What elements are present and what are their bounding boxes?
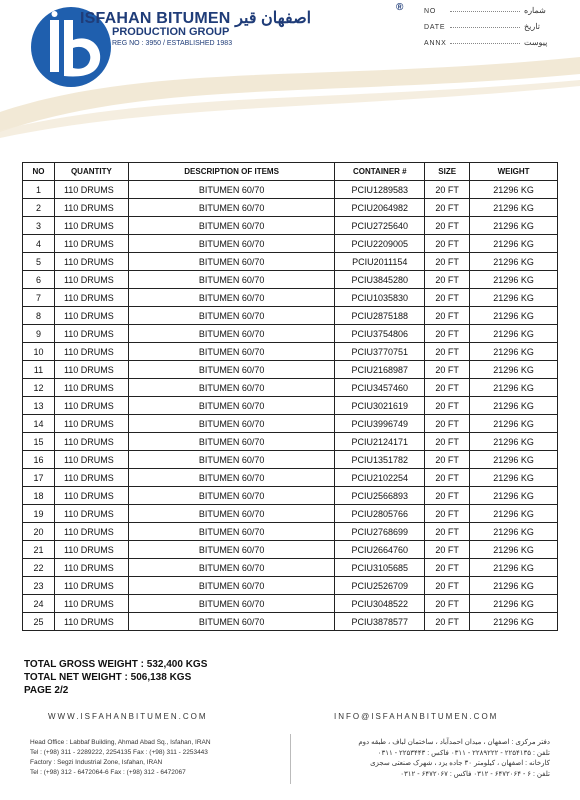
company-name-en: ISFAHAN BITUMEN	[80, 10, 231, 27]
cell-description: BITUMEN 60/70	[128, 433, 335, 451]
cell-no: 5	[23, 253, 55, 271]
meta-field-label-fa: پیوست	[524, 38, 548, 47]
cell-container: PCIU2209005	[335, 235, 425, 253]
cell-size: 20 FT	[425, 199, 470, 217]
company-name	[80, 2, 404, 28]
total-net-weight: TOTAL NET WEIGHT : 506,138 KGS	[24, 672, 192, 683]
cell-size: 20 FT	[425, 343, 470, 361]
table-row	[23, 199, 558, 217]
column-header-container: CONTAINER #	[335, 163, 425, 181]
cell-weight: 21296 KG	[470, 541, 558, 559]
cell-no: 4	[23, 235, 55, 253]
cell-quantity: 110 DRUMS	[54, 271, 128, 289]
cell-size: 20 FT	[425, 397, 470, 415]
cell-container: PCIU2102254	[335, 469, 425, 487]
table-row	[23, 505, 558, 523]
totals-block	[24, 658, 207, 697]
meta-field-label-fa: تاریخ	[524, 22, 540, 31]
page-number: PAGE 2/2	[24, 685, 69, 696]
table-row	[23, 379, 558, 397]
table-row	[23, 253, 558, 271]
address-fa	[358, 738, 550, 780]
table-row	[23, 307, 558, 325]
table-row	[23, 577, 558, 595]
cell-description: BITUMEN 60/70	[128, 361, 335, 379]
cell-container: PCIU3048522	[335, 595, 425, 613]
cell-quantity: 110 DRUMS	[54, 415, 128, 433]
cell-description: BITUMEN 60/70	[128, 505, 335, 523]
cell-description: BITUMEN 60/70	[128, 199, 335, 217]
table-row	[23, 271, 558, 289]
cell-quantity: 110 DRUMS	[54, 523, 128, 541]
cell-size: 20 FT	[425, 253, 470, 271]
cell-no: 7	[23, 289, 55, 307]
cell-no: 11	[23, 361, 55, 379]
cell-weight: 21296 KG	[470, 415, 558, 433]
cell-weight: 21296 KG	[470, 307, 558, 325]
cell-weight: 21296 KG	[470, 451, 558, 469]
cell-size: 20 FT	[425, 577, 470, 595]
cell-no: 13	[23, 397, 55, 415]
cell-size: 20 FT	[425, 487, 470, 505]
cell-quantity: 110 DRUMS	[54, 343, 128, 361]
column-header-size: SIZE	[425, 163, 470, 181]
cell-weight: 21296 KG	[470, 379, 558, 397]
table-row	[23, 289, 558, 307]
cell-quantity: 110 DRUMS	[54, 469, 128, 487]
cell-size: 20 FT	[425, 361, 470, 379]
cell-quantity: 110 DRUMS	[54, 199, 128, 217]
cell-container: PCIU2768699	[335, 523, 425, 541]
cell-weight: 21296 KG	[470, 217, 558, 235]
cell-no: 19	[23, 505, 55, 523]
cell-weight: 21296 KG	[470, 595, 558, 613]
table-row	[23, 595, 558, 613]
meta-field-date	[424, 22, 540, 31]
cell-quantity: 110 DRUMS	[54, 451, 128, 469]
cell-no: 8	[23, 307, 55, 325]
cell-container: PCIU1289583	[335, 181, 425, 199]
cell-no: 25	[23, 613, 55, 631]
cell-weight: 21296 KG	[470, 397, 558, 415]
cell-description: BITUMEN 60/70	[128, 289, 335, 307]
address-line: Tel : (+98) 312 - 6472064-6 Fax : (+98) 312 - 6472067	[30, 769, 186, 776]
cell-no: 9	[23, 325, 55, 343]
cell-container: PCIU2566893	[335, 487, 425, 505]
meta-field-line	[450, 27, 520, 28]
cell-no: 14	[23, 415, 55, 433]
cell-weight: 21296 KG	[470, 199, 558, 217]
address-line-fa: تلفن : ۶ - ۶۴۷۲۰۶۴ - ۰۳۱۲ فاکس : ۶۴۷۲۰۶۷ - ۰۳۱۲	[400, 770, 550, 778]
cell-size: 20 FT	[425, 469, 470, 487]
cell-quantity: 110 DRUMS	[54, 379, 128, 397]
column-header-quantity: QUANTITY	[54, 163, 128, 181]
cell-weight: 21296 KG	[470, 343, 558, 361]
registration-line: REG NO : 3950 / ESTABLISHED 1983	[112, 40, 233, 47]
footer-divider	[290, 734, 291, 784]
cell-container: PCIU3021619	[335, 397, 425, 415]
table-row	[23, 343, 558, 361]
cell-description: BITUMEN 60/70	[128, 253, 335, 271]
table-header-row	[23, 163, 558, 181]
cell-quantity: 110 DRUMS	[54, 289, 128, 307]
cell-size: 20 FT	[425, 451, 470, 469]
cell-container: PCIU2664760	[335, 541, 425, 559]
table-row	[23, 559, 558, 577]
cell-quantity: 110 DRUMS	[54, 577, 128, 595]
cell-quantity: 110 DRUMS	[54, 487, 128, 505]
cell-weight: 21296 KG	[470, 469, 558, 487]
cell-weight: 21296 KG	[470, 271, 558, 289]
cell-description: BITUMEN 60/70	[128, 379, 335, 397]
cell-size: 20 FT	[425, 325, 470, 343]
total-gross-weight: TOTAL GROSS WEIGHT : 532,400 KGS	[24, 659, 208, 670]
cell-container: PCIU1351782	[335, 451, 425, 469]
cell-size: 20 FT	[425, 433, 470, 451]
cell-no: 20	[23, 523, 55, 541]
cell-description: BITUMEN 60/70	[128, 541, 335, 559]
cell-description: BITUMEN 60/70	[128, 415, 335, 433]
cell-quantity: 110 DRUMS	[54, 217, 128, 235]
cell-quantity: 110 DRUMS	[54, 541, 128, 559]
cell-size: 20 FT	[425, 505, 470, 523]
cell-quantity: 110 DRUMS	[54, 253, 128, 271]
address-line-fa: دفتر مرکزی : اصفهان ، میدان احمدآباد ، ساختمان لباف ، طبقه دوم	[358, 739, 550, 746]
website-link[interactable]: WWW.ISFAHANBITUMEN.COM	[48, 712, 208, 721]
cell-description: BITUMEN 60/70	[128, 343, 335, 361]
table-row	[23, 613, 558, 631]
cell-container: PCIU3105685	[335, 559, 425, 577]
cell-container: PCIU2805766	[335, 505, 425, 523]
cell-no: 6	[23, 271, 55, 289]
meta-field-line	[450, 43, 520, 44]
cell-description: BITUMEN 60/70	[128, 181, 335, 199]
cell-description: BITUMEN 60/70	[128, 613, 335, 631]
cell-size: 20 FT	[425, 181, 470, 199]
meta-field-label: ANNX	[424, 40, 447, 47]
cell-weight: 21296 KG	[470, 523, 558, 541]
column-header-weight: WEIGHT	[470, 163, 558, 181]
table-row	[23, 415, 558, 433]
table-row	[23, 433, 558, 451]
cell-no: 24	[23, 595, 55, 613]
cell-no: 23	[23, 577, 55, 595]
cell-description: BITUMEN 60/70	[128, 397, 335, 415]
cell-no: 12	[23, 379, 55, 397]
address-en	[30, 738, 211, 778]
cell-container: PCIU3457460	[335, 379, 425, 397]
cell-size: 20 FT	[425, 217, 470, 235]
cell-no: 17	[23, 469, 55, 487]
cell-size: 20 FT	[425, 271, 470, 289]
cell-size: 20 FT	[425, 613, 470, 631]
packing-list-table	[22, 162, 558, 631]
cell-description: BITUMEN 60/70	[128, 577, 335, 595]
cell-no: 22	[23, 559, 55, 577]
cell-quantity: 110 DRUMS	[54, 433, 128, 451]
cell-no: 3	[23, 217, 55, 235]
cell-container: PCIU2064982	[335, 199, 425, 217]
table-row	[23, 325, 558, 343]
table-row	[23, 181, 558, 199]
meta-field-label: DATE	[424, 24, 446, 31]
cell-weight: 21296 KG	[470, 559, 558, 577]
cell-description: BITUMEN 60/70	[128, 469, 335, 487]
table-row	[23, 541, 558, 559]
letterhead	[0, 0, 580, 150]
cell-weight: 21296 KG	[470, 487, 558, 505]
cell-weight: 21296 KG	[470, 181, 558, 199]
cell-size: 20 FT	[425, 235, 470, 253]
table-row	[23, 469, 558, 487]
cell-size: 20 FT	[425, 415, 470, 433]
cell-quantity: 110 DRUMS	[54, 613, 128, 631]
column-header-description: DESCRIPTION OF ITEMS	[128, 163, 335, 181]
cell-container: PCIU1035830	[335, 289, 425, 307]
cell-container: PCIU2875188	[335, 307, 425, 325]
cell-description: BITUMEN 60/70	[128, 559, 335, 577]
cell-container: PCIU2725640	[335, 217, 425, 235]
company-subtitle: PRODUCTION GROUP	[112, 26, 230, 38]
email-link[interactable]: INFO@ISFAHANBITUMEN.COM	[334, 712, 499, 721]
cell-container: PCIU3754806	[335, 325, 425, 343]
cell-quantity: 110 DRUMS	[54, 361, 128, 379]
table-row	[23, 397, 558, 415]
company-name-fa: اصفهان قیر	[235, 10, 312, 27]
cell-weight: 21296 KG	[470, 505, 558, 523]
cell-description: BITUMEN 60/70	[128, 523, 335, 541]
cell-quantity: 110 DRUMS	[54, 325, 128, 343]
cell-description: BITUMEN 60/70	[128, 307, 335, 325]
meta-field-annx	[424, 38, 547, 47]
cell-description: BITUMEN 60/70	[128, 451, 335, 469]
cell-description: BITUMEN 60/70	[128, 487, 335, 505]
cell-quantity: 110 DRUMS	[54, 181, 128, 199]
cell-container: PCIU3878577	[335, 613, 425, 631]
cell-description: BITUMEN 60/70	[128, 595, 335, 613]
address-line-fa: کارخانه : اصفهان ، کیلومتر ۳۰ جاده یزد ، شهرک صنعتی سجزی	[370, 760, 550, 767]
table-row	[23, 487, 558, 505]
cell-no: 18	[23, 487, 55, 505]
cell-weight: 21296 KG	[470, 361, 558, 379]
cell-size: 20 FT	[425, 541, 470, 559]
cell-weight: 21296 KG	[470, 325, 558, 343]
cell-weight: 21296 KG	[470, 613, 558, 631]
table-row	[23, 217, 558, 235]
cell-container: PCIU2011154	[335, 253, 425, 271]
cell-no: 16	[23, 451, 55, 469]
meta-field-label-fa: شماره	[524, 6, 546, 15]
registered-mark: ®	[396, 2, 404, 13]
cell-size: 20 FT	[425, 523, 470, 541]
cell-quantity: 110 DRUMS	[54, 397, 128, 415]
cell-no: 1	[23, 181, 55, 199]
cell-quantity: 110 DRUMS	[54, 235, 128, 253]
cell-weight: 21296 KG	[470, 289, 558, 307]
cell-size: 20 FT	[425, 289, 470, 307]
cell-container: PCIU2168987	[335, 361, 425, 379]
cell-container: PCIU3770751	[335, 343, 425, 361]
cell-container: PCIU2124171	[335, 433, 425, 451]
cell-weight: 21296 KG	[470, 235, 558, 253]
table-row	[23, 451, 558, 469]
cell-weight: 21296 KG	[470, 433, 558, 451]
address-line: Head Office : Labbaf Building, Ahmad Abad Sq., Isfahan, IRAN	[30, 739, 211, 746]
cell-no: 15	[23, 433, 55, 451]
address-line-fa: تلفن : ۲۲۵۴۱۳۵ - ۲۲۸۹۲۲۲ - ۰۳۱۱ فاکس : ۲۲۵۳۴۴۳ - ۰۳۱۱	[377, 749, 550, 757]
cell-no: 21	[23, 541, 55, 559]
table-row	[23, 361, 558, 379]
cell-no: 2	[23, 199, 55, 217]
cell-weight: 21296 KG	[470, 253, 558, 271]
cell-description: BITUMEN 60/70	[128, 217, 335, 235]
cell-weight: 21296 KG	[470, 577, 558, 595]
cell-container: PCIU3845280	[335, 271, 425, 289]
cell-no: 10	[23, 343, 55, 361]
cell-quantity: 110 DRUMS	[54, 307, 128, 325]
cell-quantity: 110 DRUMS	[54, 559, 128, 577]
meta-field-label: NO	[424, 8, 437, 15]
address-line: Tel : (+98) 311 - 2289222, 2254135 Fax : (+98) 311 - 2253443	[30, 749, 208, 756]
table-row	[23, 523, 558, 541]
cell-size: 20 FT	[425, 559, 470, 577]
cell-description: BITUMEN 60/70	[128, 235, 335, 253]
cell-description: BITUMEN 60/70	[128, 325, 335, 343]
cell-quantity: 110 DRUMS	[54, 505, 128, 523]
cell-container: PCIU2526709	[335, 577, 425, 595]
meta-field-line	[450, 11, 520, 12]
column-header-no: NO	[23, 163, 55, 181]
cell-quantity: 110 DRUMS	[54, 595, 128, 613]
cell-size: 20 FT	[425, 379, 470, 397]
cell-container: PCIU3996749	[335, 415, 425, 433]
meta-field-no	[424, 6, 546, 15]
cell-description: BITUMEN 60/70	[128, 271, 335, 289]
table-row	[23, 235, 558, 253]
cell-size: 20 FT	[425, 307, 470, 325]
address-line: Factory : Segzi Industrial Zone, Isfahan, IRAN	[30, 759, 163, 766]
cell-size: 20 FT	[425, 595, 470, 613]
